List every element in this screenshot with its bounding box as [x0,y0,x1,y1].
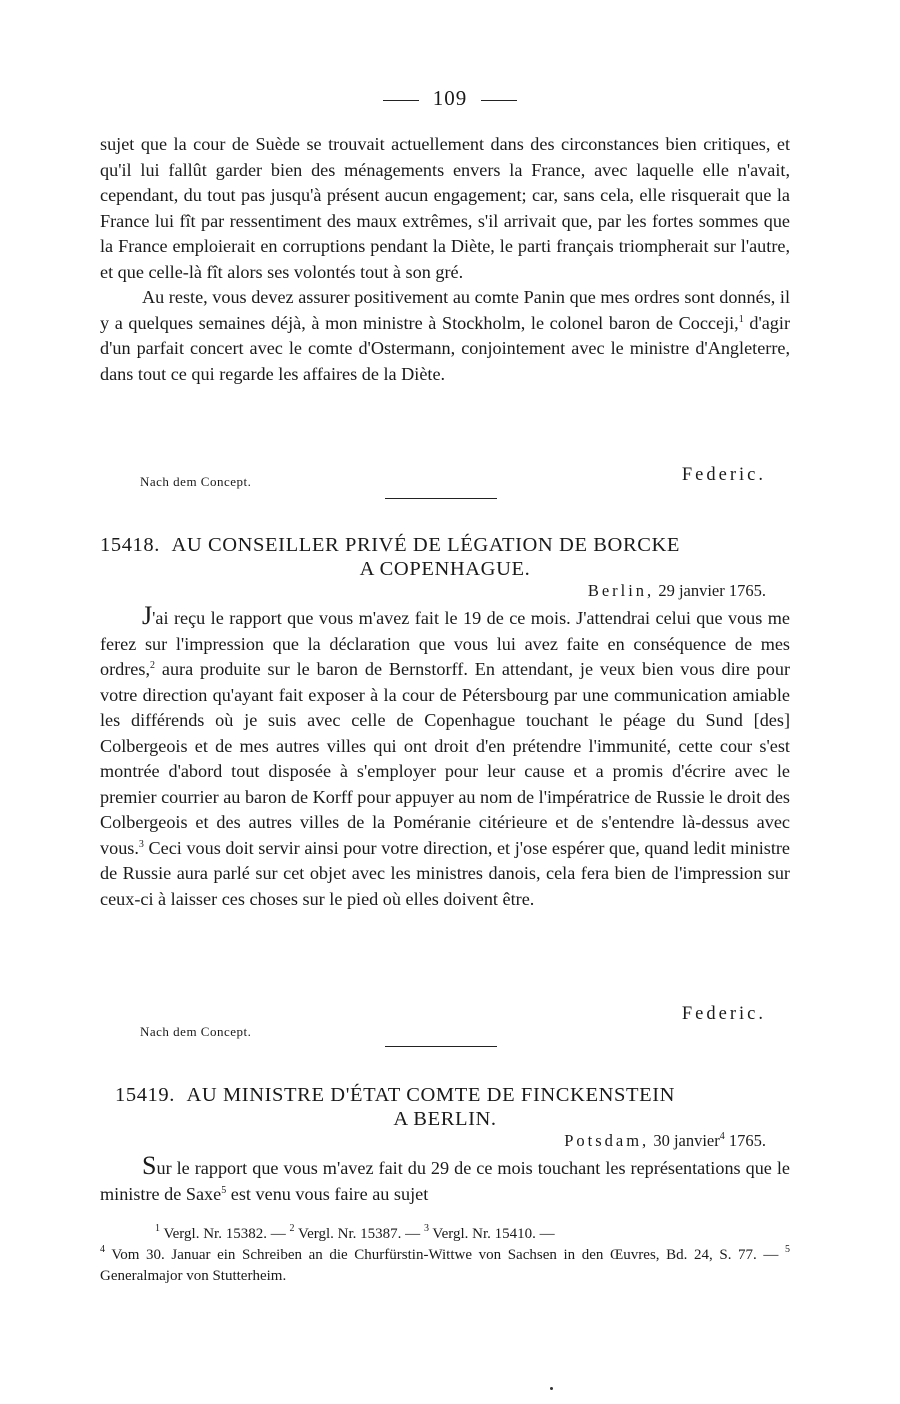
continuation-paragraph-2-part-b: d'agir d'un parfait concert avec le comte d'Ostermann, conjointement avec le ministre d'Angleterre, dans tout ce qui regarde les affaires de la Diète. [100,312,791,384]
letter-15418-body [100,601,791,912]
footnote-2-marker: 2 [289,1223,295,1234]
footnote-2-text: Vergl. Nr. 15387. — [297,1226,421,1242]
letter-15419-place: Potsdam, [564,1131,650,1150]
page-number: 109 [432,86,468,110]
footnotes [100,1224,790,1287]
footnote-1-marker: 1 [155,1223,160,1234]
signature-2: Federic. [681,1004,766,1024]
page-number-dash-left [383,100,419,101]
letter-15418-initial: J [142,601,153,630]
footnote-3-marker: 3 [423,1223,429,1234]
letter-15418-body-part-3: Ceci vous doit servir ainsi pour votre direction, et j'ose espérer que, quand ledit ministre de Russie aura parlé sur cet objet avec les ministres danois, cela fera bien de l'impression sur ceux-ci à laisser ces choses sur le pied où elles doivent être. [100,837,791,909]
printing-speck [550,1387,553,1390]
footnotes-line-1 [100,1224,790,1245]
letter-15419-dateline [564,1131,766,1151]
footnote-1-text: Vergl. Nr. 15382. — [163,1226,286,1242]
letter-15419-body-part-1: ur le rapport que vous m'avez fait du 29 de ce mois touchant les représentations que le ministre de Saxe [100,1158,790,1204]
letter-15418-heading-line-2: A COPENHAGUE. [359,558,531,580]
footnotes-line-2 [100,1245,790,1287]
letter-15418-heading [100,533,790,581]
footnote-ref-5: 5 [221,1184,227,1196]
source-note-2: Nach dem Concept. [140,1024,252,1039]
signature-1: Federic. [681,465,766,485]
letter-15419-heading-line-2: A BERLIN. [393,1108,497,1130]
continuation-paragraph-1: sujet que la cour de Suède se trouvait actuellement dans des circonstances bien critiques, et qu'il lui fallût garder bien des ménagements envers la France, avec laquelle elle n'avait, cependant, du tout pas jusqu'à présent aucun engagement; car, sans cela, elle risquerait que la France lui fît par ressentiment des maux extrêmes, s'il arrivait que, par les fortes sommes que la France emploierait en corruptions pendant la Diète, le parti français triompherait sur l'autre, et que celle-là fît alors ses volontés tout à son gré. [100,134,790,282]
footnote-ref-2: 2 [150,660,155,671]
letter-15418-body-part-2: aura produite sur le baron de Bernstorff. En attendant, je veux bien vous dire pour votre direction qu'ayant fait exposer à la cour de Pétersbourg par une communication amiable les différends où je suis avec celle de Copenhague touchant le péage du Sund [des] Colbergeois et de mes autres villes qui ont droit d'en prétendre l'immunité, cette cour s'est montrée d'abord tout disposée à s'employer pour leur cause et a promis d'écrire avec le premier courrier au baron de Korff pour appuyer au nom de l'impératrice de Russie le droit des Colbergeois et des autres villes de la Poméranie citérieure et de s'entendre là-dessus avec vous. [100,659,790,858]
section-divider-1 [385,498,497,499]
source-note-1: Nach dem Concept. [140,474,252,489]
footnote-ref-1: 1 [738,313,744,325]
letter-15419-body [100,1151,790,1207]
letter-15419-paragraph [100,1151,790,1207]
footnote-ref-4: 4 [719,1131,725,1142]
letter-15419-body-part-2: est venu vous faire au sujet [230,1183,429,1204]
letter-15419-date-part-1: 30 janvier [653,1131,720,1150]
footnote-5-text: Generalmajor von Stutterheim. [100,1268,287,1284]
letter-15418-number: 15418. [100,534,160,556]
continuation-text [100,132,790,387]
letter-15419-heading-line-1 [100,1083,790,1107]
letter-15419-heading [100,1083,790,1131]
footnote-3-text: Vergl. Nr. 15410. — [432,1226,555,1242]
letter-15418-place: Berlin, [587,581,655,600]
letter-15419-date-part-2: 1765. [728,1131,766,1150]
footnote-4-marker: 4 [100,1244,105,1255]
page-number-dash-right [481,100,517,101]
footnote-5-marker: 5 [785,1244,791,1255]
footnote-4-text: Vom 30. Januar ein Schreiben an die Churfürstin-Wittwe von Sachsen in den Œuvres, Bd. 24, S. 77. — [111,1247,779,1263]
section-divider-2 [385,1046,497,1047]
letter-15418-addressee: AU CONSEILLER PRIVÉ DE LÉGATION DE BORCKE [171,534,681,556]
continuation-paragraph-2-part-a: Au reste, vous devez assurer positivement au comte Panin que mes ordres sont donnés, il y a quelques semaines déjà, à mon ministre à Stockholm, le colonel baron de Cocceji, [100,287,790,333]
letter-15418-date: 29 janvier 1765. [658,581,766,600]
letter-15419-initial: S [142,1151,157,1180]
letter-15418-body-part-1: 'ai reçu le rapport que vous m'avez fait le 19 de ce mois. J'attendrai celui que vous me ferez sur l'impression que la déclaration que vous lui avez faite en conséquence de mes ordres, [100,608,790,679]
letter-15419-number: 15419. [115,1084,175,1106]
footnote-ref-3: 3 [138,838,144,850]
letter-15418-heading-line-1 [100,533,790,557]
continuation-paragraph-2 [100,285,790,387]
letter-15419-addressee: AU MINISTRE D'ÉTAT COMTE DE FINCKENSTEIN [186,1084,676,1106]
letter-15418-dateline [588,581,766,601]
letter-15418-paragraph [100,601,791,912]
page-number-line [0,86,900,111]
